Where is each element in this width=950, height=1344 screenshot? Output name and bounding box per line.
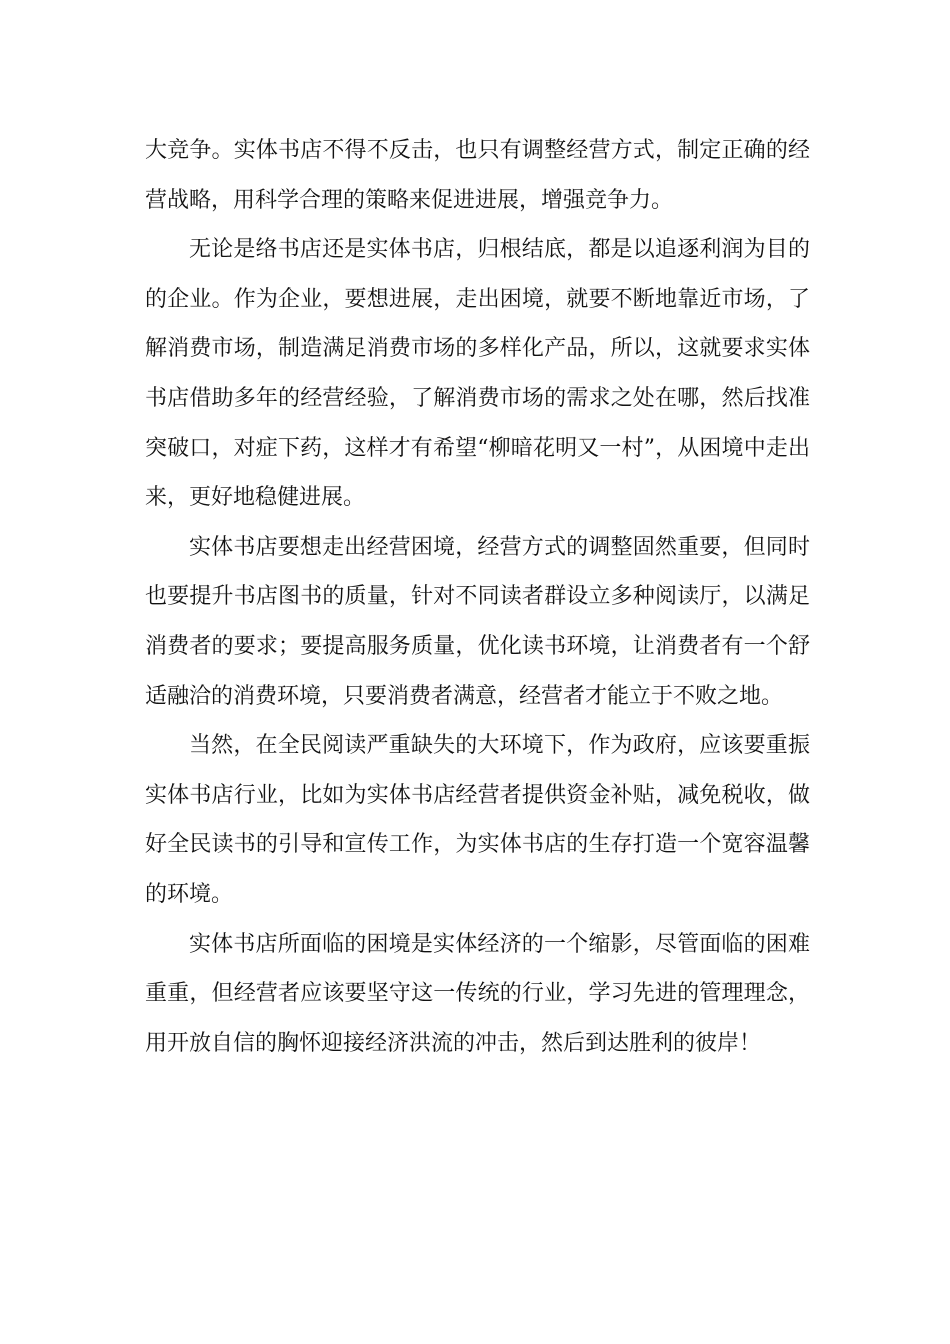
paragraph-4: 当然，在全民阅读严重缺失的大环境下，作为政府，应该要重振实体书店行业，比如为实体书店经营者提供资金补贴，减免税收，做好全民读书的引导和宣传工作，为实体书店的生存打造一个宽容温馨的环境。 (145, 733, 810, 907)
paragraph-3: 实体书店要想走出经营困境，经营方式的调整固然重要，但同时也要提升书店图书的质量，针对不同读者群设立多种阅读厅，以满足消费者的要求；要提高服务质量，优化读书环境，让消费者有一个舒适融洽的消费环境，只要消费者满意，经营者才能立于不败之地。 (145, 534, 810, 709)
document-body (145, 126, 810, 1068)
paragraph-2: 无论是络书店还是实体书店，归根结底，都是以追逐利润为目的的企业。作为企业，要想进展，走出困境，就要不断地靠近市场，了解消费市场，制造满足消费市场的多样化产品，所以，这就要求实体书店借助多年的经营经验，了解消费市场的需求之处在哪，然后找准突破口，对症下药，这样才有希望“柳暗花明又一村”，从困境中走出来，更好地稳健进展。 (145, 237, 810, 511)
paragraph-1: 大竞争。实体书店不得不反击，也只有调整经营方式，制定正确的经营战略，用科学合理的策略来促进进展，增强竞争力。 (145, 138, 810, 213)
paragraph-5: 实体书店所面临的困境是实体经济的一个缩影，尽管面临的困难重重，但经营者应该要坚守这一传统的行业，学习先进的管理理念，用开放自信的胸怀迎接经济洪流的冲击，然后到达胜利的彼岸！ (145, 931, 810, 1056)
